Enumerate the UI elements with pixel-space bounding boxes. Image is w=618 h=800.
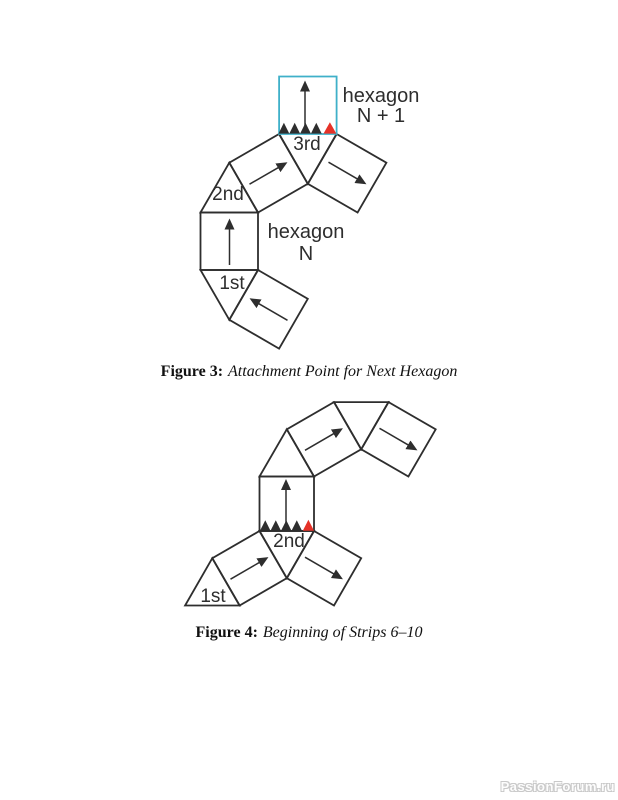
arrow-up-right: [305, 433, 334, 450]
highlight-next-hexagon-square: [279, 77, 337, 135]
figure4-caption-label: Figure 4:: [195, 624, 258, 641]
arrow-up-right: [231, 562, 260, 579]
label-3rd-triangle: 3rd: [293, 134, 321, 155]
attachment-mark: [311, 123, 322, 134]
grain-direction-arrows: [231, 428, 409, 579]
figure3-caption: [0, 362, 618, 382]
hexagon-n-word: hexagon: [267, 221, 345, 243]
arrow-up-right: [250, 167, 279, 184]
label-2nd-triangle: 2nd: [212, 184, 244, 205]
attachment-mark: [271, 520, 282, 531]
arrow-down-right: [329, 162, 358, 179]
strip-triangle-mid: [334, 402, 389, 449]
hexagon-n1-index: N + 1: [356, 105, 406, 127]
arrow-up-left: [258, 303, 287, 320]
attachment-marks: [279, 122, 337, 133]
arrow-down-right: [380, 428, 409, 445]
attachment-mark: [279, 123, 290, 134]
attachment-mark-red: [303, 520, 314, 531]
attachment-marks: [260, 520, 314, 531]
figure4-caption-text: Beginning of Strips 6–10: [262, 624, 423, 641]
figure4-strip-diagram: [185, 402, 436, 605]
label-1st-triangle: 1st: [200, 586, 226, 607]
figure4-caption: [0, 623, 618, 643]
label-hexagon-n-plus-1: [343, 86, 420, 126]
attachment-mark: [289, 123, 300, 134]
hexagon-n-index: N: [298, 243, 314, 265]
attachment-mark: [292, 520, 303, 531]
strip-triangle-top: [260, 429, 315, 476]
attachment-mark-red: [324, 122, 337, 133]
arrow-down-right: [305, 557, 334, 574]
attachment-mark: [260, 520, 271, 531]
hexagon-n1-word: hexagon: [342, 85, 420, 107]
label-2nd-triangle: 2nd: [273, 531, 305, 552]
label-hexagon-n: [268, 221, 345, 265]
label-1st-triangle: 1st: [219, 273, 245, 294]
figure3-caption-label: Figure 3:: [160, 363, 224, 380]
watermark: PassionForum.ru: [500, 779, 615, 794]
figure3-caption-text: Attachment Point for Next Hexagon: [228, 363, 458, 380]
